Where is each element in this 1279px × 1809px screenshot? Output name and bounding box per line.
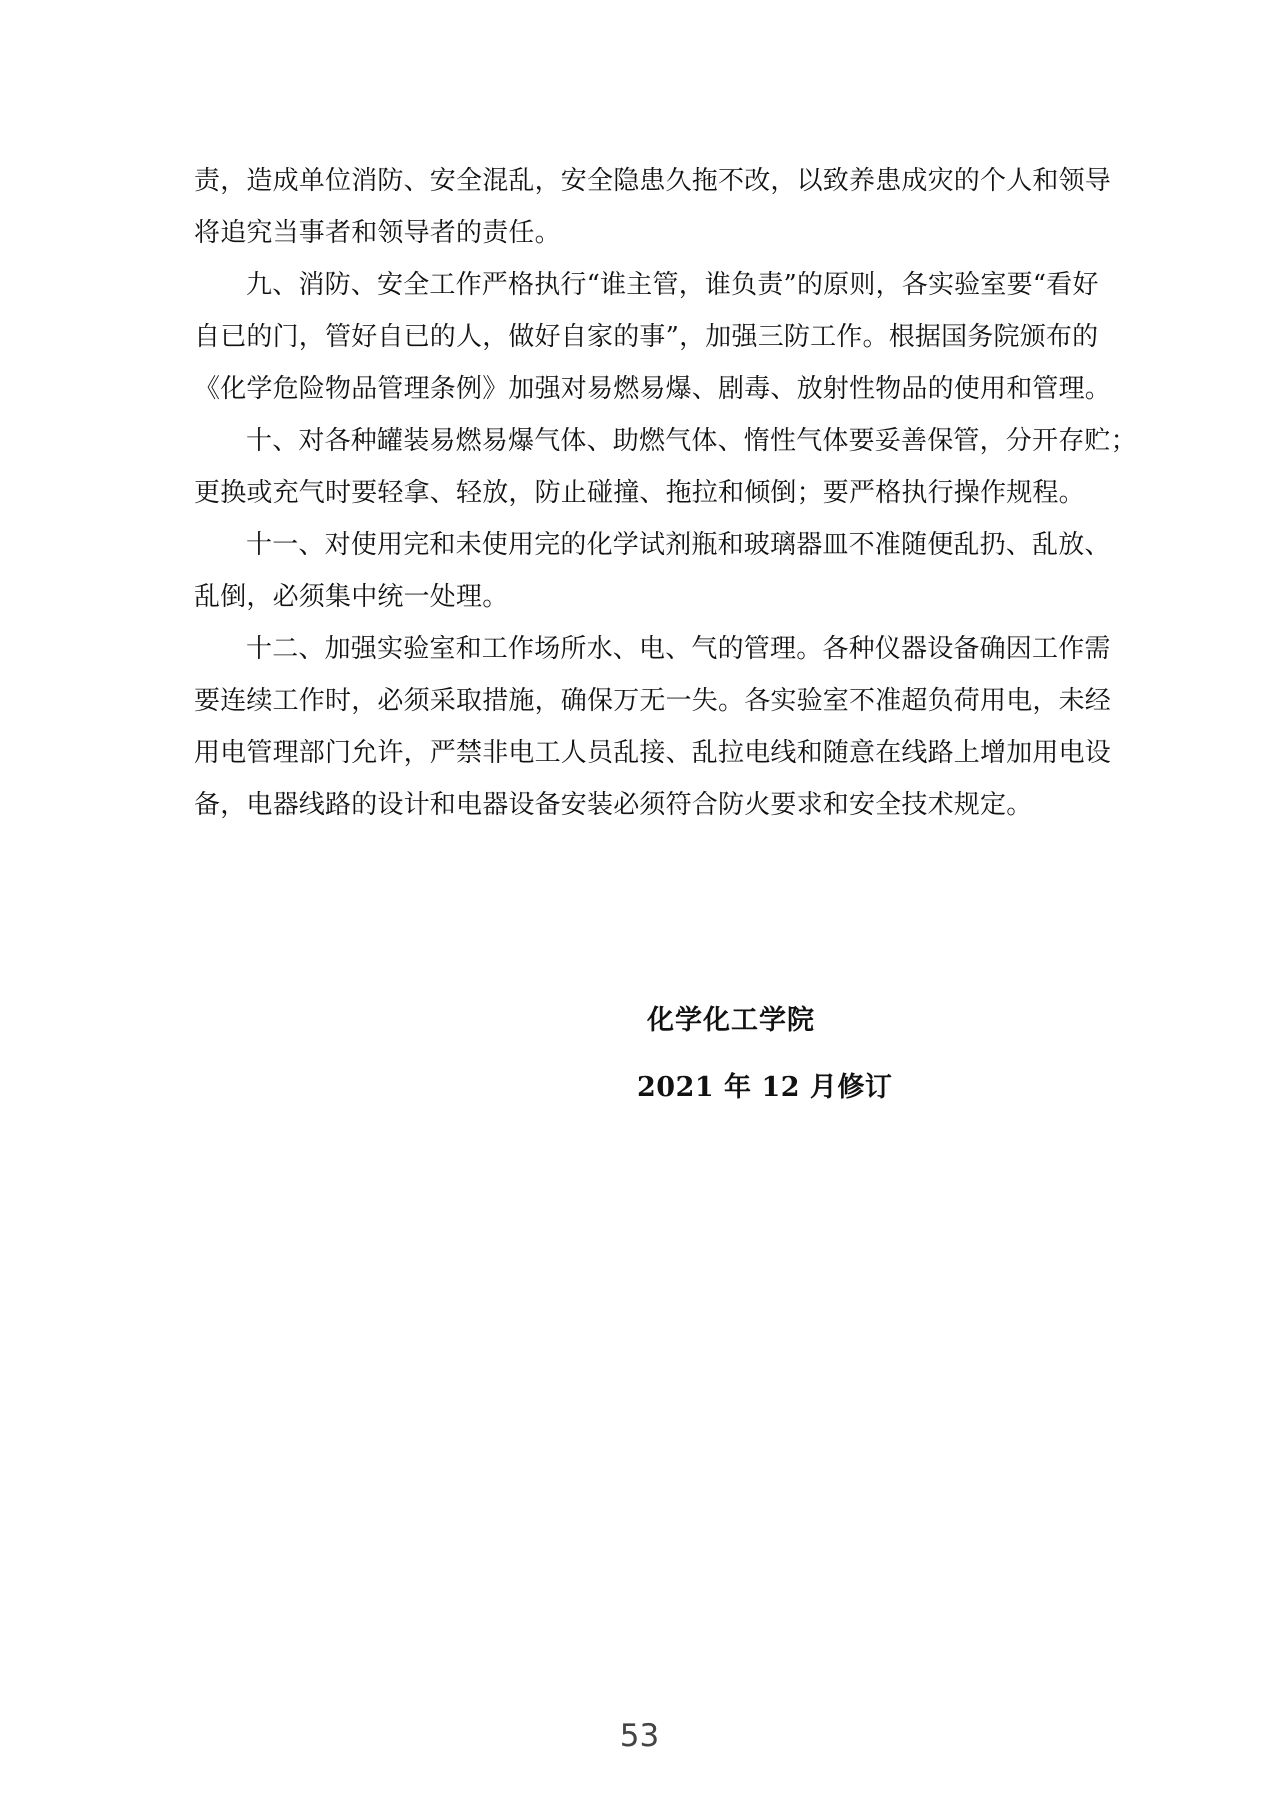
page-number: 53 [619, 1718, 660, 1754]
paragraph-line: 将追究当事者和领导者的责任。 [194, 218, 561, 248]
paragraph-line: 用电管理部门允许，严禁非电工人员乱接、乱拉电线和随意在线路上增加用电设 [194, 738, 1112, 768]
paragraph-line: 更换或充气时要轻拿、轻放，防止碰撞、拖拉和倾倒；要严格执行操作规程。 [194, 478, 1085, 508]
paragraph-line: 十二、加强实验室和工作场所水、电、气的管理。各种仪器设备确因工作需 [246, 634, 1111, 664]
paragraph-line: 乱倒，必须集中统一处理。 [194, 582, 509, 612]
paragraph-line: 备，电器线路的设计和电器设备安装必须符合防火要求和安全技术规定。 [194, 790, 1033, 820]
paragraph-line: 十一、对使用完和未使用完的化学试剂瓶和玻璃器皿不准随便乱扔、乱放、 [246, 530, 1111, 560]
paragraph-line: 十、对各种罐装易燃易爆气体、助燃气体、惰性气体要妥善保管，分开存贮； [246, 426, 1137, 456]
paragraph-line: 要连续工作时，必须采取措施，确保万无一失。各实验室不准超负荷用电，未经 [194, 686, 1112, 716]
paragraph-line: 责，造成单位消防、安全混乱，安全隐患久拖不改，以致养患成灾的个人和领导 [194, 166, 1112, 196]
document-body [194, 155, 1137, 831]
paragraph-line: 自已的门，管好自已的人，做好自家的事”，加强三防工作。根据国务院颁布的 [194, 322, 1099, 352]
signature-date: 2021 年 12 月修订 [637, 1072, 893, 1103]
paragraph-line: 《化学危险物品管理条例》加强对易燃易爆、剧毒、放射性物品的使用和管理。 [194, 374, 1112, 404]
paragraph-line: 九、消防、安全工作严格执行“谁主管，谁负责”的原则，各实验室要“看好 [246, 270, 1099, 300]
signature-organization: 化学化工学院 [647, 1005, 815, 1036]
